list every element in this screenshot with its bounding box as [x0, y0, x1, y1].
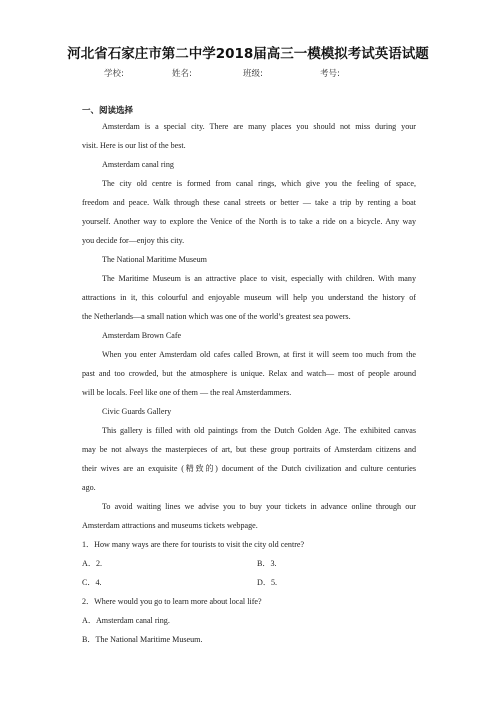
passage-line: visit. Here is our list of the best.	[82, 141, 186, 150]
question-2-stem: 2．Where would you go to learn more about local life?	[82, 597, 262, 606]
passage-subheading: Civic Guards Gallery	[102, 407, 172, 416]
question-1-stem: 1．How many ways are there for tourists to visit the city old centre?	[82, 540, 305, 549]
school-field: 学校:	[104, 69, 124, 79]
passage-line: freedom and peace. Walk through these canal streets or better — take a trip by renting a boat	[82, 198, 416, 207]
passage-line: attractions in it, this colourful and enjoyable museum will help you understand the history of	[82, 293, 416, 302]
passage-line: Amsterdam is a special city. There are many places you should not miss during your	[102, 122, 416, 131]
exam-title: 河北省石家庄市第二中学2018届高三一模模拟考试英语试题	[67, 46, 429, 62]
passage-line: will be locals. Feel like one of them — the real Amsterdammers.	[82, 388, 292, 397]
passage-line: you decide for—enjoy this city.	[82, 236, 185, 245]
passage-line: The city old centre is formed from canal rings, which give you the feeling of space,	[102, 179, 416, 188]
passage-line: their wives are an exquisite (精致的) document of the Dutch civilization and culture centuries	[82, 464, 416, 473]
passage-line: When you enter Amsterdam old cafes called Brown, at first it will seem too much from the	[102, 350, 416, 359]
passage-line: may be not always the masterpieces of art, but these group portraits of Amsterdam citizens and	[82, 445, 416, 454]
passage-subheading: The National Maritime Museum	[102, 255, 207, 264]
passage-line: the Netherlands—a small nation which was one of the world’s greatest sea powers.	[82, 312, 351, 321]
name-field: 姓名:	[172, 69, 192, 79]
passage-line: This gallery is filled with old paintings from the Dutch Golden Age. The exhibited canvas	[102, 426, 416, 435]
question-2-option-a[interactable]: A．Amsterdam canal ring.	[82, 616, 170, 625]
exam-number-field: 考号:	[320, 69, 340, 79]
passage-subheading: Amsterdam canal ring	[102, 160, 174, 169]
question-1-option-b[interactable]: B．3.	[257, 559, 277, 568]
question-1-option-a[interactable]: A．2.	[82, 559, 103, 568]
question-1-option-d[interactable]: D．5.	[257, 578, 278, 587]
passage-line: The Maritime Museum is an attractive place to visit, especially with children. With many	[102, 274, 416, 283]
passage-line: ago.	[82, 483, 96, 492]
passage-line: Amsterdam attractions and museums tickets webpage.	[82, 521, 258, 530]
class-field: 班级:	[243, 69, 263, 79]
passage-subheading: Amsterdam Brown Cafe	[102, 331, 182, 340]
passage-line: past and too crowded, but the atmosphere is unique. Relax and watch— most of people around	[82, 369, 416, 378]
question-1-option-c[interactable]: C．4.	[82, 578, 102, 587]
passage-line: yourself. Another way to explore the Venice of the North is to take a ride on a bicycle. Any way	[82, 217, 416, 226]
passage-line: To avoid waiting lines we advise you to buy your tickets in advance online through our	[102, 502, 416, 511]
section-heading: 一、阅读选择	[82, 106, 134, 116]
question-2-option-b[interactable]: B．The National Maritime Museum.	[82, 635, 203, 644]
